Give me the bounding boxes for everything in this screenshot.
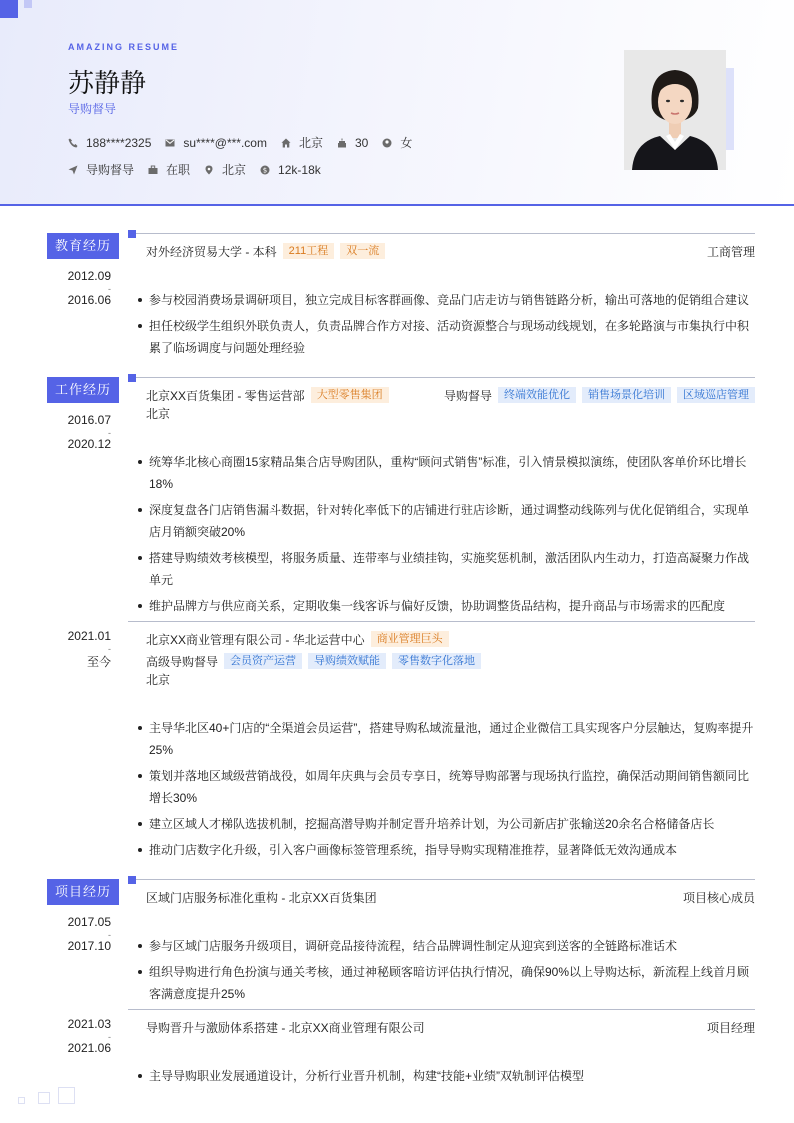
send-icon bbox=[68, 165, 78, 175]
job-end-date: 至今 bbox=[86, 655, 111, 669]
job-end-date: 2020.12 bbox=[67, 437, 111, 451]
project-end-date: 2017.10 bbox=[67, 939, 111, 953]
salary-item bbox=[260, 163, 321, 177]
age-item bbox=[337, 136, 368, 150]
section-marker bbox=[128, 230, 136, 238]
job-start-date: 2021.01 bbox=[67, 629, 111, 643]
role-tag: 区域巡店管理 bbox=[677, 387, 755, 403]
entry-divider bbox=[128, 1009, 755, 1010]
briefcase-icon bbox=[148, 165, 158, 175]
job-start-date: 2016.07 bbox=[67, 413, 111, 427]
section-label-work: 工作经历 bbox=[47, 377, 119, 403]
section-divider bbox=[128, 233, 755, 234]
decor-square bbox=[38, 1092, 50, 1104]
intent-row bbox=[68, 161, 335, 178]
job-role: 导购督导 bbox=[443, 388, 492, 403]
home-icon bbox=[281, 138, 291, 148]
phone-text: 188****2325 bbox=[86, 135, 152, 150]
job-bullet: 维护品牌方与供应商关系，定期收集一线客诉与偏好反馈，协助调整货品结构，提升商品与市场需求的匹配度 bbox=[136, 595, 756, 617]
date-separator: - bbox=[108, 1032, 111, 1042]
job-company: 北京XX百货集团 - 零售运营部 bbox=[146, 388, 305, 403]
resume-header bbox=[0, 0, 794, 206]
target-role-text: 导购督导 bbox=[86, 163, 135, 177]
job-title-row bbox=[146, 630, 755, 648]
decor-square-small bbox=[24, 0, 32, 8]
job-bullet: 统筹华北核心商圈15家精品集合店导购团队，重构“顾问式销售”标准，引入情景模拟演练，使团队客单价环比增长18% bbox=[136, 451, 756, 495]
section-divider bbox=[128, 879, 755, 880]
section-marker bbox=[128, 374, 136, 382]
job-bullet: 搭建导购绩效考核模型，将服务质量、连带率与业绩挂钩，实施奖惩机制，激活团队内生动力，打造高凝聚力作战单元 bbox=[136, 547, 756, 591]
section-divider bbox=[128, 377, 755, 378]
project-role: 项目核心成员 bbox=[682, 890, 755, 905]
status-item bbox=[148, 161, 190, 178]
gender-text: 女 bbox=[400, 136, 413, 150]
target-city-text: 北京 bbox=[222, 163, 247, 177]
role-tag: 销售场景化培训 bbox=[582, 387, 671, 403]
job-role-row bbox=[146, 652, 755, 670]
job-bullet: 深度复盘各门店销售漏斗数据，针对转化率低下的店铺进行驻店诊断，通过调整动线陈列与优化促销组合，实现单店月销额突破20% bbox=[136, 499, 756, 543]
date-separator: - bbox=[108, 284, 111, 294]
cake-icon bbox=[337, 138, 347, 148]
email-item bbox=[165, 136, 267, 150]
edu-school: 对外经济贸易大学 - 本科 bbox=[146, 244, 277, 259]
email-text: su****@***.com bbox=[183, 135, 267, 150]
avatar-illustration bbox=[624, 50, 726, 170]
project-title: 导购晋升与激励体系搭建 - 北京XX商业管理有限公司 bbox=[146, 1020, 425, 1035]
project-bullet: 主导导购职业发展通道设计，分析行业晋升机制，构建“技能+业绩”双轨制评估模型 bbox=[136, 1065, 756, 1087]
edu-end-date: 2016.06 bbox=[67, 293, 111, 307]
role-tag: 零售数字化落地 bbox=[392, 653, 481, 669]
job-bullet: 策划并落地区域级营销战役，如周年庆典与会员专享日，统筹导购部署与现场执行监控，确保活动期间销售额同比增长30% bbox=[136, 765, 756, 809]
date-separator: - bbox=[108, 644, 111, 654]
project-role: 项目经理 bbox=[706, 1020, 755, 1035]
city-item bbox=[281, 134, 323, 151]
edu-bullet: 参与校园消费场景调研项目，独立完成目标客群画像、竞品门店走访与销售链路分析，输出可落地的促销组合建议 bbox=[136, 289, 756, 311]
job-city: 北京 bbox=[146, 673, 171, 687]
city-text: 北京 bbox=[298, 136, 323, 150]
edu-tag: 211工程 bbox=[283, 243, 335, 259]
decor-square bbox=[58, 1087, 75, 1104]
money-icon bbox=[260, 165, 270, 175]
project-title-row bbox=[146, 1018, 755, 1036]
edu-bullet: 担任校级学生组织外联负责人，负责品牌合作方对接、活动资源整合与现场动线规划，在多轮路演与市集执行中积累了临场调度与问题处理经验 bbox=[136, 315, 756, 359]
edu-major: 工商管理 bbox=[706, 244, 755, 259]
entry-divider bbox=[128, 621, 755, 622]
edu-start-date: 2012.09 bbox=[67, 269, 111, 283]
target-role-item bbox=[68, 161, 134, 178]
target-city-item bbox=[204, 161, 246, 178]
project-start-date: 2017.05 bbox=[67, 915, 111, 929]
job-role: 高级导购督导 bbox=[146, 654, 219, 669]
job-bullet: 主导华北区40+门店的“全渠道会员运营”，搭建导购私域流量池，通过企业微信工具实现客户分层触达，复购率提升25% bbox=[136, 717, 756, 761]
edu-title-row bbox=[146, 242, 755, 260]
decor-square bbox=[0, 0, 18, 18]
decor-square bbox=[18, 1097, 25, 1104]
phone-icon bbox=[68, 138, 78, 148]
edu-tag: 双一流 bbox=[340, 243, 385, 259]
age-text: 30 bbox=[354, 135, 369, 150]
date-separator: - bbox=[108, 428, 111, 438]
candidate-name: 苏静静 bbox=[68, 68, 147, 98]
job-company: 北京XX商业管理有限公司 - 华北运营中心 bbox=[146, 632, 365, 647]
status-text: 在职 bbox=[166, 163, 191, 177]
salary-text: 12k-18k bbox=[278, 162, 321, 177]
project-bullet: 组织导购进行角色扮演与通关考核，通过神秘顾客暗访评估执行情况，确保90%以上导购达标，新流程上线首月顾客满意度提升25% bbox=[136, 961, 756, 1005]
mail-icon bbox=[165, 138, 175, 148]
project-end-date: 2021.06 bbox=[67, 1041, 111, 1055]
project-bullet: 参与区域门店服务升级项目，调研竞品接待流程，结合品牌调性制定从迎宾到送客的全链路标准话术 bbox=[136, 935, 756, 957]
job-bullet: 推动门店数字化升级，引入客户画像标签管理系统，指导导购实现精准推荐，显著降低无效沟通成本 bbox=[136, 839, 756, 861]
job-city: 北京 bbox=[146, 407, 171, 421]
job-bullet: 建立区域人才梯队选拔机制，挖掘高潜导购并制定晋升培养计划，为公司新店扩张输送20余名合格储备店长 bbox=[136, 813, 756, 835]
contact-row bbox=[68, 134, 426, 151]
company-tag: 大型零售集团 bbox=[311, 387, 389, 403]
location-icon bbox=[204, 165, 214, 175]
section-label-projects: 项目经历 bbox=[47, 879, 119, 905]
gender-item bbox=[382, 134, 412, 151]
section-label-education: 教育经历 bbox=[47, 233, 119, 259]
role-tag: 导购绩效赋能 bbox=[308, 653, 386, 669]
project-start-date: 2021.03 bbox=[67, 1017, 111, 1031]
date-separator: - bbox=[108, 930, 111, 940]
gender-icon bbox=[382, 138, 392, 148]
job-title-row bbox=[146, 386, 755, 404]
role-tag: 终端效能优化 bbox=[498, 387, 576, 403]
project-title: 区域门店服务标准化重构 - 北京XX百货集团 bbox=[146, 890, 377, 905]
section-marker bbox=[128, 876, 136, 884]
role-tag: 会员资产运营 bbox=[224, 653, 302, 669]
profile-photo bbox=[624, 50, 726, 170]
resume-tagline: AMAZING RESUME bbox=[68, 42, 179, 52]
phone-item bbox=[68, 136, 151, 150]
svg-text:$: $ bbox=[262, 166, 268, 175]
candidate-title: 导购督导 bbox=[68, 102, 117, 116]
project-title-row bbox=[146, 888, 755, 906]
company-tag: 商业管理巨头 bbox=[371, 631, 449, 647]
